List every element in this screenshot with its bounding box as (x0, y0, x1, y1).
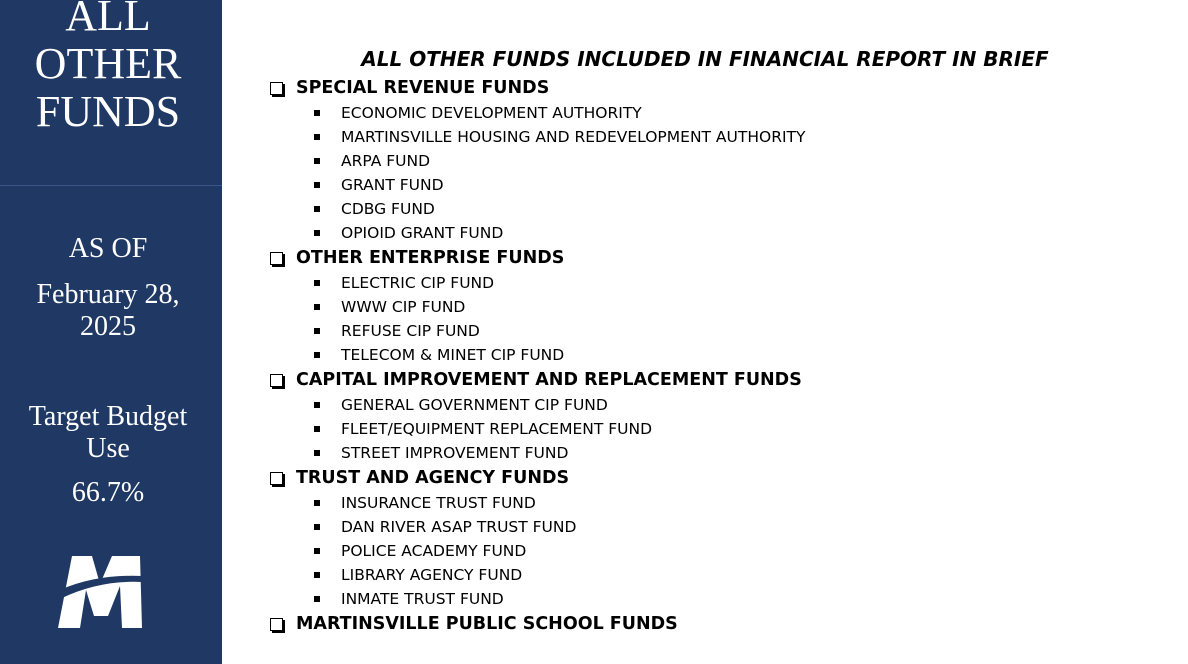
square-bullet-icon (314, 500, 320, 506)
square-bullet-icon (314, 548, 320, 554)
checkbox-bullet-icon (270, 374, 283, 387)
list-item (268, 271, 1168, 295)
list-item (268, 149, 1168, 173)
square-bullet-icon (314, 426, 320, 432)
fund-name: DAN RIVER ASAP TRUST FUND (341, 518, 577, 536)
square-bullet-icon (314, 524, 320, 530)
list-item (268, 343, 1168, 367)
report-date-line: 2025 (80, 311, 136, 342)
section-label: SPECIAL REVENUE FUNDS (296, 78, 550, 98)
list-item (268, 197, 1168, 221)
square-bullet-icon (314, 328, 320, 334)
fund-name: GENERAL GOVERNMENT CIP FUND (341, 396, 608, 414)
fund-name: ELECTRIC CIP FUND (341, 274, 495, 292)
target-budget-label-line: Target Budget (28, 401, 188, 432)
fund-list (268, 101, 1168, 245)
fund-name: CDBG FUND (341, 200, 435, 218)
fund-section (268, 465, 1168, 611)
fund-section (268, 611, 1168, 637)
section-label: OTHER ENTERPRISE FUNDS (296, 248, 565, 268)
martinsville-m-logo-icon (56, 550, 144, 630)
as-of-label: AS OF (68, 233, 148, 264)
section-label: TRUST AND AGENCY FUNDS (296, 468, 570, 488)
fund-name: FLEET/EQUIPMENT REPLACEMENT FUND (341, 420, 653, 438)
list-item (268, 125, 1168, 149)
square-bullet-icon (314, 230, 320, 236)
fund-name: LIBRARY AGENCY FUND (341, 566, 523, 584)
target-budget-label (0, 401, 216, 465)
list-item (268, 587, 1168, 611)
fund-list (268, 491, 1168, 611)
list-item (268, 173, 1168, 197)
fund-sections (268, 75, 1168, 637)
square-bullet-icon (314, 572, 320, 578)
square-bullet-icon (314, 182, 320, 188)
list-item (268, 539, 1168, 563)
section-heading (268, 611, 1168, 637)
fund-list (268, 271, 1168, 367)
square-bullet-icon (314, 450, 320, 456)
fund-name: ARPA FUND (341, 152, 431, 170)
list-item (268, 417, 1168, 441)
section-heading (268, 465, 1168, 491)
list-item (268, 101, 1168, 125)
section-heading (268, 367, 1168, 393)
fund-list (268, 393, 1168, 465)
sidebar-title-line: ALL (65, 0, 151, 40)
square-bullet-icon (314, 304, 320, 310)
target-budget-value: 66.7% (71, 477, 145, 508)
fund-name: ECONOMIC DEVELOPMENT AUTHORITY (341, 104, 642, 122)
section-heading (268, 75, 1168, 101)
fund-name: WWW CIP FUND (341, 298, 466, 316)
checkbox-bullet-icon (270, 252, 283, 265)
list-item (268, 515, 1168, 539)
square-bullet-icon (314, 280, 320, 286)
fund-section (268, 75, 1168, 245)
fund-name: GRANT FUND (341, 176, 444, 194)
fund-name: POLICE ACADEMY FUND (341, 542, 527, 560)
fund-section (268, 245, 1168, 367)
list-item (268, 319, 1168, 343)
checkbox-bullet-icon (270, 618, 283, 631)
square-bullet-icon (314, 596, 320, 602)
square-bullet-icon (314, 352, 320, 358)
list-item (268, 221, 1168, 245)
sidebar-title (0, 0, 216, 136)
section-label: MARTINSVILLE PUBLIC SCHOOL FUNDS (296, 614, 678, 634)
square-bullet-icon (314, 134, 320, 140)
list-item (268, 295, 1168, 319)
list-item (268, 393, 1168, 417)
fund-name: OPIOID GRANT FUND (341, 224, 504, 242)
list-item (268, 563, 1168, 587)
fund-section (268, 367, 1168, 465)
section-heading (268, 245, 1168, 271)
target-budget-label-line: Use (86, 433, 130, 464)
list-item (268, 491, 1168, 515)
sidebar-title-line: FUNDS (35, 87, 181, 136)
fund-name: STREET IMPROVEMENT FUND (341, 444, 569, 462)
fund-name: INSURANCE TRUST FUND (341, 494, 536, 512)
section-label: CAPITAL IMPROVEMENT AND REPLACEMENT FUNDS (296, 370, 802, 390)
sidebar (0, 0, 222, 664)
fund-name: INMATE TRUST FUND (341, 590, 504, 608)
square-bullet-icon (314, 158, 320, 164)
sidebar-title-line: OTHER (34, 39, 182, 88)
fund-name: REFUSE CIP FUND (341, 322, 480, 340)
checkbox-bullet-icon (270, 82, 283, 95)
square-bullet-icon (314, 110, 320, 116)
report-date-line: February 28, (36, 279, 180, 310)
square-bullet-icon (314, 402, 320, 408)
page-title: ALL OTHER FUNDS INCLUDED IN FINANCIAL REPORT IN BRIEF (361, 47, 1049, 71)
square-bullet-icon (314, 206, 320, 212)
report-date (0, 279, 216, 343)
list-item (268, 441, 1168, 465)
checkbox-bullet-icon (270, 472, 283, 485)
fund-name: MARTINSVILLE HOUSING AND REDEVELOPMENT AUTHORITY (341, 128, 806, 146)
fund-name: TELECOM & MINET CIP FUND (341, 346, 565, 364)
sidebar-divider (0, 185, 222, 186)
